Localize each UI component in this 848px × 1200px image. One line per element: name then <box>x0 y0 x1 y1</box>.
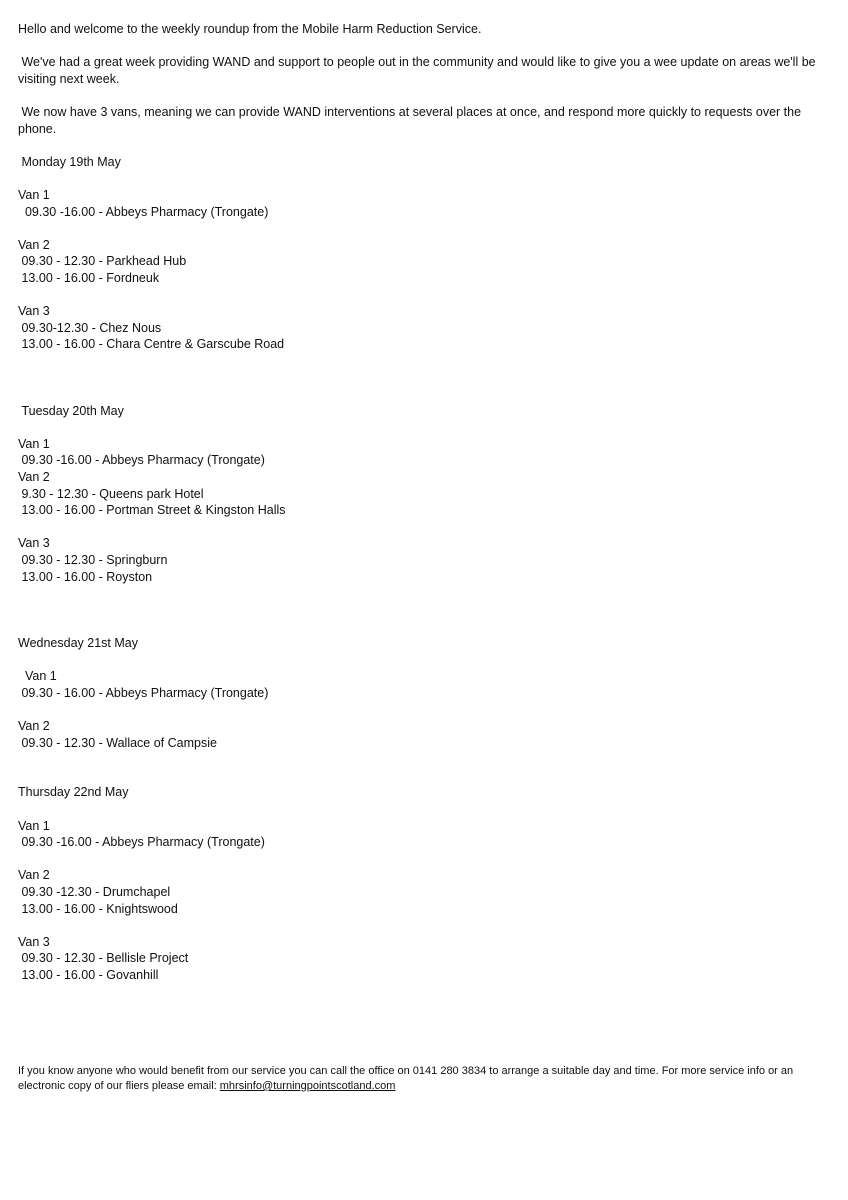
day-schedule-wednesday <box>18 635 834 751</box>
spacer <box>18 137 834 154</box>
spacer <box>18 87 834 104</box>
update-text: We've had a great week providing WAND and support to people out in the community and would like to give you a wee update on areas we'll be visiting next week. <box>18 55 820 86</box>
document-body <box>18 21 834 983</box>
greeting-text: Hello and welcome to the weekly roundup from the Mobile Harm Reduction Service. <box>18 22 482 36</box>
spacer <box>18 701 834 718</box>
schedule-slot: 09.30 -12.30 - Drumchapel <box>18 884 171 899</box>
spacer <box>18 519 834 536</box>
schedule-slot: 13.00 - 16.00 - Govanhill <box>18 967 159 982</box>
van-label: Van 3 <box>18 536 50 551</box>
spacer <box>18 751 834 768</box>
van-label: Van 2 <box>18 470 50 485</box>
van-label: Van 1 <box>18 818 50 833</box>
day-heading: Monday 19th May <box>18 154 121 169</box>
spacer <box>18 851 834 868</box>
spacer <box>18 801 834 818</box>
schedule-slot: 09.30 - 12.30 - Bellisle Project <box>18 951 189 966</box>
schedule-slot: 13.00 - 16.00 - Chara Centre & Garscube Road <box>18 337 285 352</box>
schedule-slot: 09.30 -16.00 - Abbeys Pharmacy (Trongate) <box>18 204 269 219</box>
spacer <box>18 170 834 187</box>
spacer <box>18 38 834 55</box>
van-label: Van 3 <box>18 934 50 949</box>
day-schedule-thursday <box>18 784 834 983</box>
schedule-slot: 09.30 - 12.30 - Wallace of Campsie <box>18 735 217 750</box>
footer-text: If you know anyone who would benefit from our service you can call the office on 0141 280 3834 to arrange a suitable day and time. For more service info or an electronic copy of our fliers please email: <box>18 1065 794 1092</box>
van-label: Van 1 <box>18 436 50 451</box>
vans-text: We now have 3 vans, meaning we can provide WAND interventions at several places at once, and respond more quickly to requests over the phone. <box>18 104 805 136</box>
spacer <box>18 419 834 436</box>
day-schedule-monday <box>18 154 834 353</box>
schedule-slot: 09.30-12.30 - Chez Nous <box>18 320 162 335</box>
schedule-slot: 09.30 - 12.30 - Parkhead Hub <box>18 254 187 269</box>
email-link[interactable]: mhrsinfo@turningpointscotland.com <box>219 1080 396 1092</box>
spacer <box>18 652 834 669</box>
spacer <box>18 353 834 403</box>
spacer <box>18 287 834 304</box>
schedule-slot: 09.30 - 16.00 - Abbeys Pharmacy (Trongate) <box>18 685 269 700</box>
van-label: Van 1 <box>18 187 50 202</box>
schedule-slot: 13.00 - 16.00 - Royston <box>18 569 153 584</box>
schedule-slot: 9.30 - 12.30 - Queens park Hotel <box>18 486 204 501</box>
day-schedule-tuesday <box>18 403 834 586</box>
schedule-slot: 09.30 -16.00 - Abbeys Pharmacy (Trongate) <box>18 453 265 468</box>
schedule-slot: 09.30 - 12.30 - Springburn <box>18 553 168 568</box>
spacer <box>18 585 834 635</box>
schedule-slot: 13.00 - 16.00 - Knightswood <box>18 901 178 916</box>
spacer <box>18 220 834 237</box>
schedule-slot: 13.00 - 16.00 - Fordneuk <box>18 270 160 285</box>
day-heading: Thursday 22nd May <box>18 785 129 800</box>
van-label: Van 2 <box>18 237 50 252</box>
van-label: Van 3 <box>18 304 50 319</box>
footer-note <box>18 1064 830 1094</box>
schedule-slot: 13.00 - 16.00 - Portman Street & Kingston Halls <box>18 503 286 518</box>
day-heading: Tuesday 20th May <box>18 403 124 418</box>
schedule-slot: 09.30 -16.00 - Abbeys Pharmacy (Trongate) <box>18 835 265 850</box>
spacer <box>18 768 834 785</box>
van-label: Van 2 <box>18 718 50 733</box>
van-label: Van 2 <box>18 868 50 883</box>
day-heading: Wednesday 21st May <box>18 636 138 650</box>
spacer <box>18 917 834 934</box>
van-label: Van 1 <box>18 669 57 684</box>
